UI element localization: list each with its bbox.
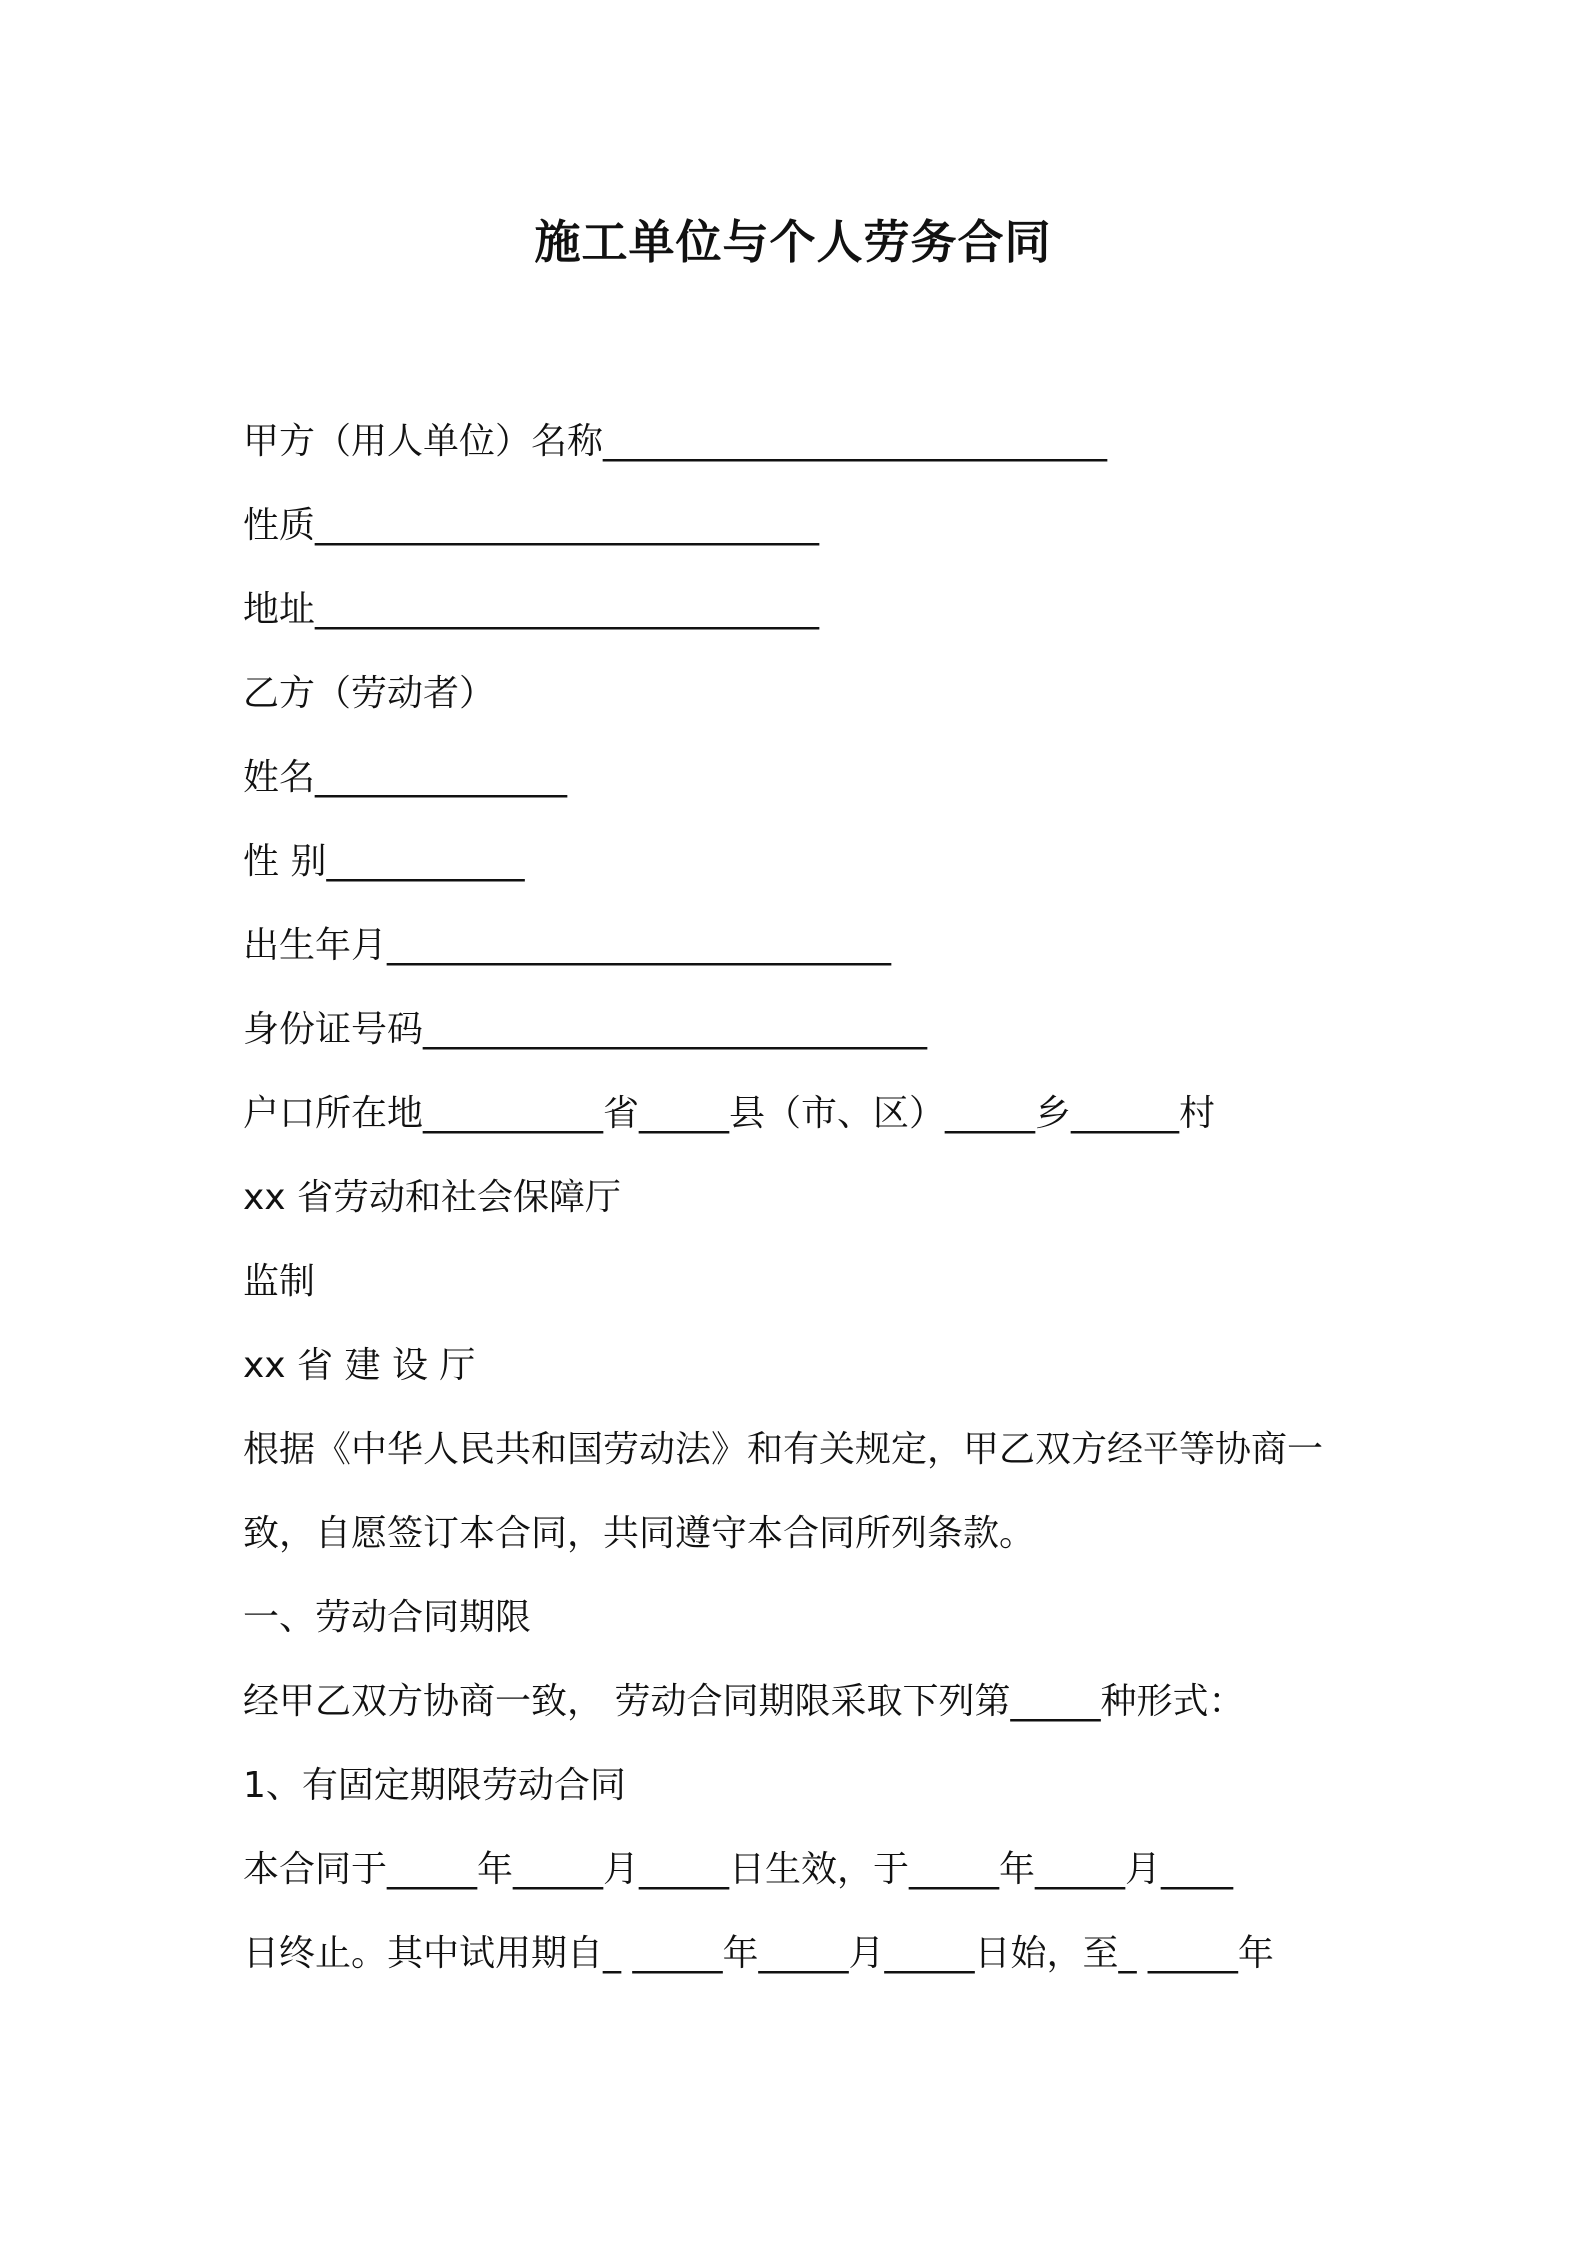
party-a-address-line: 地址____________________________ [243,589,819,630]
effective-date-line: 本合同于_____年_____月_____日生效，于_____年_____月____ [243,1849,1234,1890]
preamble-line-1: 根据《中华人民共和国劳动法》和有关规定，甲乙双方经平等协商一 [243,1429,1324,1470]
probation-period-line: 日终止。其中试用期自_ _____年_____月_____日始，至_ _____年 [243,1933,1274,1974]
fixed-term-heading: 1、有固定期限劳动合同 [243,1765,626,1806]
construction-department-line: xx 省 建 设 厅 [243,1345,476,1386]
issuer-line: xx 省劳动和社会保障厅 [243,1177,622,1218]
contract-term-choice-line: 经甲乙双方协商一致， 劳动合同期限采取下列第_____种形式： [243,1681,1245,1722]
party-b-household-line: 户口所在地__________省_____县（市、区）_____乡______村 [243,1093,1216,1134]
document-body [243,412,1363,2008]
document-title: 施工单位与个人劳务合同 [534,215,1052,269]
preamble-line-2: 致，自愿签订本合同，共同遵守本合同所列条款。 [243,1513,1036,1554]
supervision-line: 监制 [243,1261,316,1302]
section-heading-contract-term: 一、劳动合同期限 [243,1597,532,1638]
party-b-name-line: 姓名______________ [243,757,568,798]
party-a-nature-line: 性质____________________________ [243,505,819,546]
party-b-gender-line: 性 别___________ [243,841,525,882]
party-b-heading: 乙方（劳动者） [243,673,496,714]
party-a-name-line: 甲方（用人单位）名称____________________________ [243,421,1108,462]
party-b-birth-line: 出生年月____________________________ [243,925,892,966]
party-b-id-line: 身份证号码____________________________ [243,1009,928,1050]
